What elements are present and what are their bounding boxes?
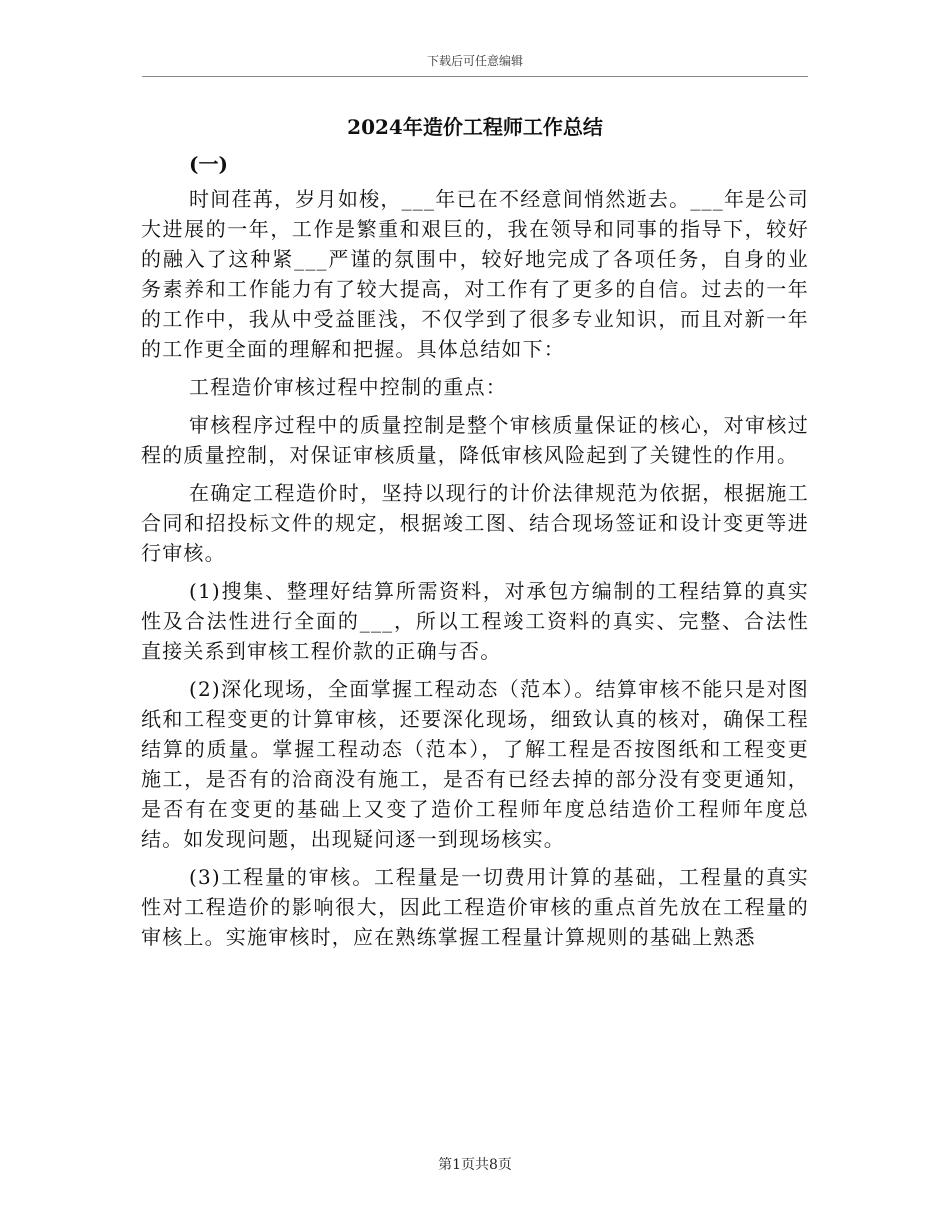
- header-note: 下载后可任意编辑: [426, 54, 523, 68]
- paragraph-item-2: (2)深化现场，全面掌握工程动态（范本）。结算审核不能只是对图纸和工程变更的计算审核，还要深化现场，细致认真的核对，确保工程结算的质量。掌握工程动态（范本），了解工程是否按图纸和工程变更施工，是否有的洽商没有施工，是否有已经去掉的部分没有变更通知，是否有在变更的基础上又变了造价工程师年度总结造价工程师年度总结。如发现问题，出现疑问逐一到现场核实。: [141, 677, 809, 851]
- document-body: [141, 150, 809, 960]
- paragraph-intro: 时间荏苒，岁月如梭，___年已在不经意间悄然逝去。___年是公司大进展的一年，工作是繁重和艰巨的，我在领导和同事的指导下，较好的融入了这种紧___严谨的氛围中，较好地完成了各项任务，自身的业务素养和工作能力有了较大提高，对工作有了更多的自信。过去的一年的工作中，我从中受益匪浅，不仅学到了很多专业知识，而且对新一年的工作更全面的理解和把握。具体总结如下：: [141, 187, 809, 361]
- paragraph-cost-basis: 在确定工程造价时，坚持以现行的计价法律规范为依据，根据施工合同和招投标文件的规定，根据竣工图、结合现场签证和设计变更等进行审核。: [141, 481, 809, 565]
- paragraph-item-3: (3)工程量的审核。工程量是一切费用计算的基础，工程量的真实性对工程造价的影响很大，因此工程造价审核的重点首先放在工程量的审核上。实施审核时，应在熟练掌握工程量计算规则的基础上熟悉: [141, 865, 809, 949]
- paragraph-quality-control: 审核程序过程中的质量控制是整个审核质量保证的核心，对审核过程的质量控制，对保证审核质量，降低审核风险起到了关键性的作用。: [141, 413, 809, 467]
- paragraph-control-focus-heading: 工程造价审核过程中控制的重点：: [189, 375, 507, 399]
- header-divider: [142, 76, 808, 77]
- section-label: (一): [189, 152, 228, 176]
- page-indicator: 第1页共8页: [438, 1157, 512, 1173]
- document-title: 2024年造价工程师工作总结: [347, 115, 603, 139]
- paragraph-item-1: (1)搜集、整理好结算所需资料，对承包方编制的工程结算的真实性及合法性进行全面的___，所以工程竣工资料的真实、完整、合法性直接关系到审核工程价款的正确与否。: [141, 579, 809, 663]
